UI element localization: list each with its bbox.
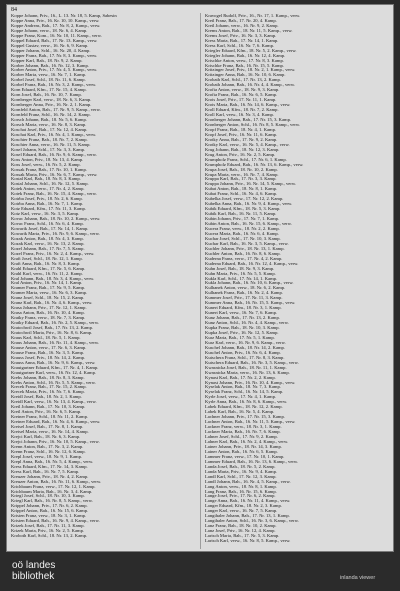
- directory-entry: Kynast Johann, Priv., 16. Nr. 10, 4. Kamp., verw.: [205, 380, 296, 385]
- directory-entry: Kozak Karl, verw., 16. Nr. 13, 2. Kamp.: [11, 241, 85, 246]
- directory-entry: Kyrle Josef, verw., 17. Nr. 4, 1. Kamp.: [205, 395, 277, 400]
- directory-entry: Kubelka Anna, Bah., 16. Nr. 9, 4. Kamp., verw.: [205, 202, 293, 207]
- directory-entry: Kubelka Josef, verw., 17. Nr. 12, 2. Kamp.: [205, 197, 284, 202]
- directory-entry: Kranz Karl, Bah., 16. Nr. 4, 6. Kamp., verw.: [11, 301, 93, 306]
- directory-entry: Krahl Karl, verw., 16. Nr. 11, 2. Kamp.: [11, 271, 83, 276]
- directory-entry: Krems Anton, Bah., 18. Nr. 11, 5. Kamp., verw.: [205, 28, 293, 33]
- directory-entry: Kutschera Franz, Schl., 17. Nr. 8, 3. Kamp.: [205, 355, 285, 360]
- directory-entry: Kreisel Josef, Bah., 17. Nr. 8, 1. Kamp.: [11, 425, 84, 430]
- directory-entry: Krauss Anna, Bah., 16. Nr. 9, 6. Kamp., verw.: [11, 360, 96, 365]
- directory-entry: Kreisel Maria, verw., 16. Nr. 14, 4. Kamp.: [11, 430, 89, 435]
- directory-entry: Kulhanek Franz, Bah., 16. Nr. 2, 4. Kamp.: [205, 291, 283, 296]
- directory-entry: Kornberger Karl, verw., 18. Nr. 6, 3. Kamp.: [11, 98, 92, 103]
- directory-entry: Lackner Maria, Bah., 16. Nr. 7, 6. Kamp.: [205, 430, 281, 435]
- directory-entry: Lammer Franz, verw., 17. Nr. 10, 1. Kamp.: [205, 454, 285, 459]
- directory-entry: Kurz Karl, verw., 16. Nr. 9, 6. Kamp., verw.: [205, 340, 286, 345]
- directory-entry: Krepl Anna, Bah., 16. Nr. 5, 4. Kamp., verw.: [11, 459, 94, 464]
- directory-entry: Korbel Josef, Schl., 18. Nr. 11, 6. Kamp.: [11, 78, 86, 83]
- directory-entry: Langthaler Anton, Schl., 16. Nr. 3, 6. Kamp., verw.: [205, 519, 299, 524]
- directory-entry: Lainer Anton, Bah., 16. Nr. 6, 5. Kamp.: [205, 449, 278, 454]
- directory-entry: Kyselak Anton, Bah., 18. Nr. 7, 3. Kamp.: [205, 385, 281, 390]
- directory-entry: Kostal Johann, Schl., 16. Nr. 12, 5. Kamp.: [11, 182, 89, 187]
- directory-entry: Kotrba Josef, Priv., 18. Nr. 2, 6. Kamp.: [11, 197, 83, 202]
- directory-entry: Kress Karl, Bah., 16. Nr. 7, 5. Kamp.: [11, 469, 80, 474]
- directory-entry: Krupa Josef, Bah., 18. Nr. 10, 2. Kamp.: [205, 167, 278, 172]
- directory-entry: Kotek Anton, verw., 17. Nr. 4, 2. Kamp.: [11, 187, 85, 192]
- directory-entry: Kotz Karl, verw., 16. Nr. 3, 5. Kamp.: [11, 212, 80, 217]
- directory-entry: Kubik Eduard, Kfm., 18. Nr. 5, 3. Kamp.: [205, 207, 281, 212]
- directory-entry: Korsch Johann, Bah., 18. Nr. 5, 6. Kamp.: [11, 118, 87, 123]
- directory-entry: Krautgartner Eduard, Kfm., 17. Nr. 4, 1. Kamp.: [11, 365, 99, 370]
- directory-entry: Krecek Maria, Priv., 16. Nr. 7, 6. Kamp.: [11, 390, 85, 395]
- directory-entry: Kratochwil Maria, Priv., 16. Nr. 8, 6. Kamp.: [11, 331, 93, 335]
- directory-entry: Kroboth Karl, Schl., 18. Nr. 13, 2. Kamp.: [11, 534, 88, 539]
- directory-entry: Kotz Eduard, Kfm., 17. Nr. 11, 3. Kamp.: [11, 207, 86, 212]
- directory-entry: Kritzinger Anna, Bah., 16. Nr. 10, 6. Kamp.: [205, 73, 286, 78]
- directory-entry: Krotky Karl, verw., 16. Nr. 5, 4. Kamp., verw.: [205, 142, 290, 147]
- directory-entry: Krenn Franz, Schl., 16. Nr. 12, 6. Kamp.: [11, 449, 86, 454]
- directory-entry: Krecek Franz, Bah., 17. Nr. 15, 2. Kamp.: [11, 385, 87, 390]
- directory-entry: Kutschera Eduard, Bah., 16. Nr. 3, 5. Kamp., verw.: [205, 360, 299, 365]
- directory-entry: Lachner Anton, Bah., 16. Nr. 11, 5. Kamp., verw.: [205, 420, 296, 425]
- directory-entry: Krupa Maria, verw., 16. Nr. 7, 4. Kamp.: [205, 172, 279, 177]
- directory-entry: Larisch Karl, verw., 16. Nr. 8, 5. Kamp., verw.: [205, 539, 291, 544]
- logo-line-1: oö landes: [12, 560, 56, 571]
- directory-entry: Kubin Anton, Bah., 16. Nr. 15, 6. Kamp., verw.: [205, 222, 292, 227]
- directory-entry: Kossak Maria, Priv., 16. Nr. 6, 7. Kamp., verw.: [11, 172, 98, 177]
- directory-entry: Koppe Anna, Priv., 16. Kr. 10, 10. Kamp., verw.: [11, 18, 100, 23]
- directory-entry: Kornberger Anna, Priv., 16. Nr. 2, 1. Kamp.: [11, 103, 92, 108]
- directory-entry: Krug Johann, Bah., 18. Nr. 12, 3. Kamp.: [205, 147, 280, 152]
- viewer-label: inlanda viewer: [340, 575, 376, 581]
- directory-entry: Krebs Johann, Bah., 18. Nr. 8, 3. Kamp.: [11, 375, 85, 380]
- column-divider: [200, 13, 201, 549]
- directory-entry: Kubik Karl, Bah., 16. Nr. 11, 5. Kamp.: [205, 212, 277, 217]
- directory-entry: Kosel Eduard, Bah., 16. Nr. 9, 6. Kamp., verw.: [11, 152, 97, 157]
- directory-entry: Kronberger Johann, Bah., 17. Nr. 15, 3. Kamp.: [205, 118, 292, 123]
- directory-entry: Korn Eduard, Kfm., 17. Nr. 15, 4. Kamp.: [11, 88, 87, 93]
- directory-entry: Kyselak Franz, Schl., 16. Nr. 14, 5. Kamp.: [205, 390, 284, 395]
- directory-entry: Kovac Johann, Bah., 18. Nr. 10, 2. Kamp., verw.: [11, 217, 101, 222]
- directory-entry: Korsch Maria, verw., 16. Nr. 8, 3. Kamp.: [11, 122, 87, 127]
- directory-entry: Kubin Johann, Priv., 17. Nr. 7, 1. Kamp.: [205, 217, 280, 222]
- directory-entry: Kosel Johann, Schl., 17. Nr. 3, 3. Kamp.: [11, 147, 86, 152]
- directory-entry: Kunz Johann, Bah., 17. Nr. 13, 2. Kamp.: [205, 316, 280, 321]
- directory-entry: Kropf Josef, Priv., 16. Nr. 11, 6. Kamp.: [205, 132, 278, 137]
- directory-entry: Kreuzer Johann, Priv., 18. Nr. 4, 2. Kamp.: [11, 474, 89, 479]
- logo-line-2: bibliothek: [12, 571, 55, 582]
- directory-entry: Landa Maria, Priv., 16. Nr. 9, 4. Kamp.: [205, 469, 278, 474]
- directory-entry: Kulhanek Anton, verw., 18. Nr. 6, 2. Kamp.: [205, 286, 286, 291]
- directory-entry: Kovac Franz, Schl., 16. Nr. 6, 4. Kamp.: [11, 222, 84, 227]
- directory-entry: Kupka Franz, Bah., 18. Nr. 10, 3. Kamp.: [205, 326, 280, 331]
- directory-entry: Kostal Karl, Bah., 18. Nr. 8, 3. Kamp.: [11, 177, 81, 182]
- directory-entry: Kraus Karl, Schl., 18. Nr. 5, 1. Kamp.: [11, 335, 81, 340]
- directory-entry: Kukla Karl, Schl., 17. Nr. 14, 1. Kamp.: [205, 276, 278, 281]
- directory-entry: Koppel Gustav, verw., 16. Nr. 6, 9. Kamp.: [11, 43, 89, 48]
- directory-entry: Kral Johann, Bah., 18. Nr. 3, 4. Kamp., verw.: [11, 276, 95, 281]
- directory-entry: Kropf Franz, Bah., 18. Nr. 4, 1. Kamp.: [205, 127, 277, 132]
- directory-entry: Kossak Franz, Bah., 17. Nr. 10, 1. Kamp.: [11, 167, 87, 172]
- directory-entry: Kronberger Anton, Schl., 16. Nr. 8, 5. Kamp., verw.: [205, 122, 301, 127]
- directory-entry: Kraus Johann, Bah., 16. Nr. 11, 4. Kamp., verw.: [11, 340, 100, 345]
- directory-entry: Kozel Franz, Priv., 16. Nr. 2, 4. Kamp., verw.: [11, 251, 95, 256]
- directory-entry: Kreil Franz, Bah., 17. Nr. 20, 4. Kamp.: [205, 18, 277, 23]
- directory-entry: Kreidl Karl, verw., 16. Nr. 13, 4. Kamp., verw.: [11, 400, 97, 405]
- directory-entry: Krofta Anton, verw., 18. Nr. 9, 3. Kamp.: [205, 88, 280, 93]
- directory-entry: Kubat Franz, Schl., 16. Nr. 4, 6. Kamp.: [205, 192, 278, 197]
- directory-entry: Kwasnicka Josef, Bah., 18. Nr. 11, 1. Kamp.: [205, 365, 287, 370]
- document-page: [6, 4, 394, 552]
- directory-entry: Kotrba Anna, Bah., 16. Nr. 7, 1. Kamp.: [11, 202, 84, 207]
- directory-entry: Labek Eduard, Kfm., 18. Nr. 12, 2. Kamp.: [205, 405, 283, 410]
- directory-entry: Kriegler Johann, Bah., 16. Nr. 12, 4. Kamp.: [205, 53, 286, 58]
- directory-entry: Lackner Franz, verw., 18. Nr. 3, 1. Kamp.: [205, 425, 282, 430]
- directory-entry: Kratky Franz, verw., 18. Nr. 7, 3. Kamp.: [11, 316, 86, 321]
- directory-entry: Krichbaum Maria, Bah., 16. Nr. 3, 4. Kamp.: [11, 489, 93, 494]
- directory-entry: Kristen Franz, verw., 18. Nr. 3, 1. Kamp.: [11, 514, 87, 519]
- directory-entry: Kuchar Karl, Bah., 16. Nr. 3, 5. Kamp., verw.: [205, 241, 289, 246]
- directory-entry: Lang Anton, verw., 18. Nr. 8, 1. Kamp.: [205, 484, 277, 489]
- directory-entry: Kunert Karl, verw., 16. Nr. 7, 6. Kamp.: [205, 311, 278, 316]
- directory-entry: Koschier Anna, verw., 16. Nr. 11, 5. Kamp.: [11, 142, 91, 147]
- directory-entry: Kraft Josef, Schl., 18. Nr. 12, 1. Kamp.: [11, 256, 83, 261]
- directory-entry: Krautgartner Karl, verw., 16. Nr. 12, 4. Kamp.: [11, 370, 97, 375]
- directory-entry: Kreil Johann, verw., 16. Nr. 9, 2. Kamp.: [205, 23, 279, 28]
- directory-entry: Krebs Anton, Schl., 16. Nr. 5, 5. Kamp., verw.: [11, 380, 96, 385]
- directory-entry: Lanz Franz, Bah., 18. Nr. 10, 2. Kamp.: [205, 524, 277, 529]
- directory-entry: Kunert Eduard, Kfm., 18. Nr. 3, 1. Kamp.: [205, 306, 282, 311]
- directory-entry: Kopper Johann, Schl., 16. Nr. 20, 4. Kamp.: [11, 48, 91, 53]
- directory-entry: Krofta Franz, Bah., 16. Nr. 6, 5. Kamp.: [205, 93, 278, 98]
- directory-entry: Kucera Maria, Bah., 16. Nr. 6, 4. Kamp.: [205, 231, 279, 236]
- directory-entry: Krois Maria, Bah., 16. Nr. 14, 6. Kamp., verw.: [205, 103, 291, 108]
- directory-entry: Krumpholz Eduard, Bah., 16. Nr. 13, 6. Kamp., verw.: [205, 162, 304, 167]
- directory-entry: Kornfeld Anton, Bah., 17. Nr. 9, 5. Kamp., verw.: [11, 108, 101, 113]
- directory-entry: Lange Josef, Priv., 17. Nr. 6, 2. Kamp.: [205, 494, 276, 499]
- directory-entry: Langthaler Johann, Bah., 17. Nr. 13, 1. Kamp.: [205, 514, 290, 519]
- directory-entry: Korn Josef, Bah., 16. Nr. 10, 7. Kamp.: [11, 93, 82, 98]
- directory-entry: Krasa Anton, Bah., 16. Nr. 10, 4. Kamp.: [11, 311, 85, 316]
- directory-entry: Kupka Josef, Priv., 16. Nr. 12, 5. Kamp.: [205, 331, 279, 335]
- directory-entry: Kornfeld Franz, Schl., 16. Nr. 14, 2. Kamp.: [11, 113, 91, 118]
- directory-entry: Koschat Josef, Bah., 17. Nr. 12, 4. Kamp.: [11, 127, 88, 132]
- directory-entry: Krippel Anton, Bah., 16. Nr. 15, 6. Kamp.: [11, 509, 89, 514]
- directory-entry: Krippel Johann, Priv., 17. Nr. 6, 2. Kamp.: [11, 504, 88, 509]
- library-logo[interactable]: [12, 560, 55, 582]
- directory-entry: Kubat Anton, Bah., 18. Nr. 8, 1. Kamp.: [205, 187, 278, 192]
- directory-entry: Kreuzer Anton, Bah., 16. Nr. 11, 6. Kamp., verw.: [11, 479, 102, 484]
- directory-entry: Kummer Josef, Priv., 17. Nr. 11, 3. Kamp.: [205, 296, 283, 301]
- directory-entry: Krizek Maria, Priv., 16. Nr. 2, 5. Kamp.: [11, 529, 85, 534]
- directory-entry: Lahner Josef, Schl., 17. Nr. 9, 2. Kamp.: [205, 435, 278, 440]
- directory-entry: Lammer Eduard, Bah., 16. Nr. 13, 6. Kamp., verw.: [205, 459, 299, 464]
- directory-entry: Kroll Eduard, Kfm., 18. Nr. 7, 2. Kamp.: [205, 108, 279, 113]
- directory-entry: Landl Karl, Schl., 17. Nr. 12, 3. Kamp.: [205, 474, 277, 479]
- directory-entry: Kratky Eduard, Bah., 16. Nr. 2, 5. Kamp., verw.: [11, 321, 99, 326]
- directory-entry: Krause Anton, verw., 17. Nr. 6, 3. Kamp.: [11, 345, 87, 350]
- directory-entry: Kreiner Eduard, Bah., 16. Nr. 4, 6. Kamp., verw.: [11, 420, 101, 425]
- directory-entry: Kruppa Johann, Priv., 16. Nr. 14, 5. Kamp., verw.: [205, 182, 297, 187]
- directory-entry: Kriegler Eduard, Kfm., 18. Nr. 5, 2. Kamp., verw.: [205, 48, 297, 53]
- directory-entry: Langer Karl, verw., 16. Nr. 7, 5. Kamp.: [205, 509, 278, 514]
- directory-entry: Kress Eduard, Kfm., 17. Nr. 14, 3. Kamp.: [11, 464, 88, 469]
- directory-entry: Krobath Karl, Schl., 17. Nr. 13, 2. Kamp.: [205, 78, 281, 83]
- directory-entry: Kruppa Karl, Bah., 17. Nr. 3, 3. Kamp.: [205, 177, 277, 182]
- directory-entry: Koss Josef, verw., 16. Nr. 5, 2. Kamp.: [11, 162, 81, 167]
- directory-entry: Lang Franz, Bah., 16. Nr. 15, 6. Kamp.: [205, 489, 277, 494]
- directory-entry: Landl Johann, Bah., 16. Nr. 4, 5. Kamp., verw.: [205, 479, 291, 484]
- directory-entry: Koschier Franz, Bah., 18. Nr. 7, 2. Kamp.: [11, 137, 88, 142]
- directory-entry: Kurz Maria, Bah., 17. Nr. 5, 1. Kamp.: [205, 335, 275, 340]
- directory-entry: Kukla Johann, Bah., 16. Nr. 10, 6. Kamp., verw.: [205, 281, 294, 286]
- left-column: [11, 14, 197, 539]
- directory-entry: Kuchar Josef, Schl., 17. Nr. 10, 3. Kamp.: [205, 236, 281, 241]
- directory-entry: Kroll Karl, verw., 16. Nr. 3, 4. Kamp.: [205, 113, 274, 118]
- directory-entry: Kreil Johann, Bah., 17. Nr. 10, 3. Kamp.: [11, 405, 86, 410]
- directory-entry: Krug Anton, Priv., 16. Nr. 2, 5. Kamp.: [205, 152, 276, 157]
- directory-entry: Lange Anna, Bah., 16. Nr. 11, 4. Kamp., verw.: [205, 499, 291, 504]
- directory-entry: Kummer Anna, Bah., 16. Nr. 15, 5. Kamp., verw.: [205, 301, 296, 306]
- footer-bar: [0, 553, 400, 591]
- directory-entry: Kravogel Rudolf, Priv., 16., Nr. 17, 1. Kamp., verw.: [205, 14, 301, 18]
- directory-entry: Kopper Karl, Bah., 18. Nr. 9, 2. Kamp.: [11, 58, 83, 63]
- directory-entry: Krois Josef, Priv., 17. Nr. 11, 1. Kamp.: [205, 98, 277, 103]
- directory-entry: Korber Maria, verw., 16. Nr. 7, 1. Kamp.: [11, 73, 87, 78]
- directory-entry: Labek Karl, Bah., 16. Nr. 5, 4. Kamp.: [205, 410, 275, 415]
- directory-entry: Koppe Johann, Priv., 16., L. 13. Nr. 18, 5. Kamp, Sabesin: [11, 14, 117, 18]
- directory-entry: Langer Eduard, Kfm., 18. Nr. 2, 3. Kamp.: [205, 504, 282, 509]
- directory-entry: Krasa Johann, Priv., 17. Nr. 12, 1. Kamp.: [11, 306, 87, 311]
- directory-entry: Kucera Franz, verw., 18. Nr. 2, 2. Kamp.: [205, 226, 280, 231]
- directory-entry: Kress Maria, Bah., 17. Nr. 14, 1. Kamp.: [205, 38, 279, 43]
- directory-entry: Kuderna Franz, verw., 17. Nr. 4, 2. Kamp.: [205, 256, 283, 261]
- directory-entry: Krause Franz, Bah., 16. Nr. 3, 5. Kamp.: [11, 350, 85, 355]
- directory-entry: Kowarik Maria, Priv., 16. Nr. 9, 6. Kamp., verw.: [11, 231, 100, 236]
- directory-entry: Kritzinger Josef, Priv., 18. Nr. 2, 1. Kamp., verw.: [205, 68, 296, 73]
- directory-entry: Kratochwil Josef, Bah., 17. Nr. 13, 2. Kamp.: [11, 326, 94, 331]
- directory-entry: Kriegl Josef, Schl., 18. Nr. 10, 3. Kamp.: [11, 494, 85, 499]
- directory-entry: Krems Josef, Priv., 16. Nr. 3, 3. Kamp.: [205, 33, 277, 38]
- directory-entry: Larisch Maria, Bah., 17. Nr. 5, 3. Kamp.: [205, 534, 280, 539]
- directory-entry: Kramer Franz, Bah., 17. Nr. 9, 5. Kamp.: [11, 286, 86, 291]
- directory-entry: Kral Anton, Priv., 16. Nr. 14, 1. Kamp.: [11, 281, 83, 286]
- directory-entry: Kuchler Anton, Bah., 16. Nr. 8, 6. Kamp.: [205, 251, 281, 256]
- right-column: [205, 14, 391, 544]
- directory-entry: Lahner Karl, Bah., 16. Nr. 2, 4. Kamp., verw.: [205, 439, 289, 444]
- directory-entry: Kwasnicka Maria, verw., 16. Nr. 13, 6. Kamp.: [205, 370, 290, 375]
- directory-entry: Krichbaum Franz, verw., 17. Nr. 12, 1. Kamp.: [11, 484, 96, 489]
- directory-entry: Kuhn Maria, Priv., 16. Nr. 5, 5. Kamp.: [205, 271, 276, 276]
- directory-entry: Krobath Johann, Bah., 16. Nr. 4, 4. Kamp., verw.: [205, 83, 296, 88]
- directory-entry: Kozak Anton, Bah., 18. Nr. 4, 3. Kamp.: [11, 236, 84, 241]
- directory-entry: Krischke Franz, Bah., 16. Nr. 15, 5. Kamp.: [205, 63, 284, 68]
- directory-entry: Krischke Anton, verw., 17. Nr. 8, 3. Kamp.: [205, 58, 284, 63]
- directory-entry: Koss Anton, Priv., 18. Nr. 13, 4. Kamp.: [11, 157, 84, 162]
- directory-entry: Kuchler Johann, Priv., 18. Nr. 13, 1. Kamp.: [205, 246, 285, 251]
- directory-entry: Kuderna Eduard, Bah., 16. Nr. 12, 4. Kamp., verw.: [205, 261, 299, 266]
- directory-entry: Krejci Karl, Bah., 18. Nr. 6, 3. Kamp.: [11, 435, 81, 440]
- directory-entry: Koppe Andreas, Bah., 17. Nr. 8, 2, Kamp., verw.: [11, 23, 101, 28]
- directory-entry: Kowarik Josef, Bah., 17. Nr. 14, 1. Kamp.: [11, 226, 89, 231]
- directory-entry: Korbel Franz, Bah., 16. Nr. 3, 2. Kamp., verw.: [11, 83, 97, 88]
- directory-entry: Krauss Josef, Priv., 18. Nr. 14, 2. Kamp.: [11, 355, 86, 360]
- directory-entry: Krenn Anton, Bah., 17. Nr. 3, 2. Kamp.: [11, 444, 84, 449]
- directory-entry: Krumpholz Franz, Schl., 17. Nr. 6, 1. Kamp.: [205, 157, 287, 162]
- directory-entry: Kress Karl, Schl., 16. Nr. 7, 6. Kamp.: [205, 43, 275, 48]
- directory-entry: Kriegl Karl, Bah., 16. Nr. 8, 5. Kamp., verw.: [11, 499, 93, 504]
- directory-entry: Lanz Josef, Priv., 16. Nr. 12, 4. Kamp.: [205, 529, 276, 534]
- directory-entry: Landa Josef, Bah., 18. Nr. 5, 2. Kamp.: [205, 464, 276, 469]
- directory-entry: Kuhn Josef, Bah., 18. Nr. 9, 3. Kamp.: [205, 266, 275, 271]
- directory-entry: Kranz Josef, Schl., 18. Nr. 15, 2. Kamp.: [11, 296, 85, 301]
- directory-entry: Krejci Johann, Priv., 16. Nr. 10, 5. Kamp., verw.: [11, 439, 100, 444]
- directory-entry: Kramer Maria, verw., 16. Nr. 6, 3. Kamp.: [11, 291, 88, 296]
- directory-entry: Korber Anton, Priv., 17. Nr. 4, 5. Kamp., verw.: [11, 68, 98, 73]
- directory-entry: Kozel Johann, Bah., 17. Nr. 7, 5. Kamp.: [11, 246, 85, 251]
- directory-entry: Kunz Anton, Schl., 16. Nr. 4, 4. Kamp., verw.: [205, 321, 289, 326]
- directory-entry: Kuschel Anton, Priv., 16. Nr. 6, 4. Kamp.: [205, 350, 281, 355]
- directory-entry: Kyrle Anna, Bah., 16. Nr. 8, 6. Kamp., verw.: [205, 400, 288, 405]
- directory-entry: Kotek Franz, Bah., 16. Nr. 15, 4. Kamp., verw.: [11, 192, 97, 197]
- directory-entry: Kreil Anton, Priv., 16. Nr. 6, 5. Kamp.: [11, 410, 82, 415]
- directory-entry: Koschat Karl, Priv., 16. Nr. 4, 1. Kamp., verw.: [11, 132, 97, 137]
- directory-entry: Kreidl Josef, Bah., 18. Nr. 2, 1. Kamp.: [11, 395, 82, 400]
- directory-entry: Krotky Anna, Bah., 17. Nr. 9, 2. Kamp.: [205, 137, 278, 142]
- directory-entry: Lainer Johann, Priv., 18. Nr. 14, 3. Kamp.: [205, 444, 282, 449]
- directory-entry: Kristen Eduard, Bah., 16. Nr. 9, 4. Kamp., verw.: [11, 519, 100, 524]
- directory-entry: Kopper Franz, Bah., 17. Nr. 8, 3. Kamp., verw.: [11, 53, 98, 58]
- directory-entry: Kraft Anna, Bah., 16. Nr. 8, 3. Kamp.: [11, 261, 81, 266]
- directory-entry: Kreiner Franz, Schl., 18. Nr. 11, 2. Kamp.: [11, 415, 89, 420]
- directory-entry: Krahl Eduard, Kfm., 17. Nr. 5, 6. Kamp.: [11, 266, 86, 271]
- directory-entry: Kynast Karl, Bah., 17. Nr. 2, 2. Kamp.: [205, 375, 276, 380]
- directory-entry: Kuschel Johann, Bah., 18. Nr. 14, 2. Kamp.: [205, 345, 285, 350]
- directory-entry: Krepl Josef, verw., 18. Nr. 9, 1. Kamp.: [11, 454, 83, 459]
- directory-entry: Korber Johann, Bah., 16. Nr. 12, 3. Kamp.: [11, 63, 89, 68]
- page-number: 84: [11, 7, 17, 13]
- directory-entry: Lachner Johann, Priv., 17. Nr. 15, 3. Kamp.: [205, 415, 285, 420]
- directory-entry: Krizek Josef, Bah., 17. Nr. 11, 3. Kamp.: [11, 524, 85, 529]
- directory-entry: Koppel Eduard, Bah., 17. Nr. 13. Kamp., verw.: [11, 38, 98, 43]
- directory-entry: Koppe Johann, verw., 18. Nr. 6, 4. Kamp.: [11, 28, 88, 33]
- directory-entry: Koppe Franz, Kom., 16. Nr. 10, 11. Kamp., verw.: [11, 33, 102, 38]
